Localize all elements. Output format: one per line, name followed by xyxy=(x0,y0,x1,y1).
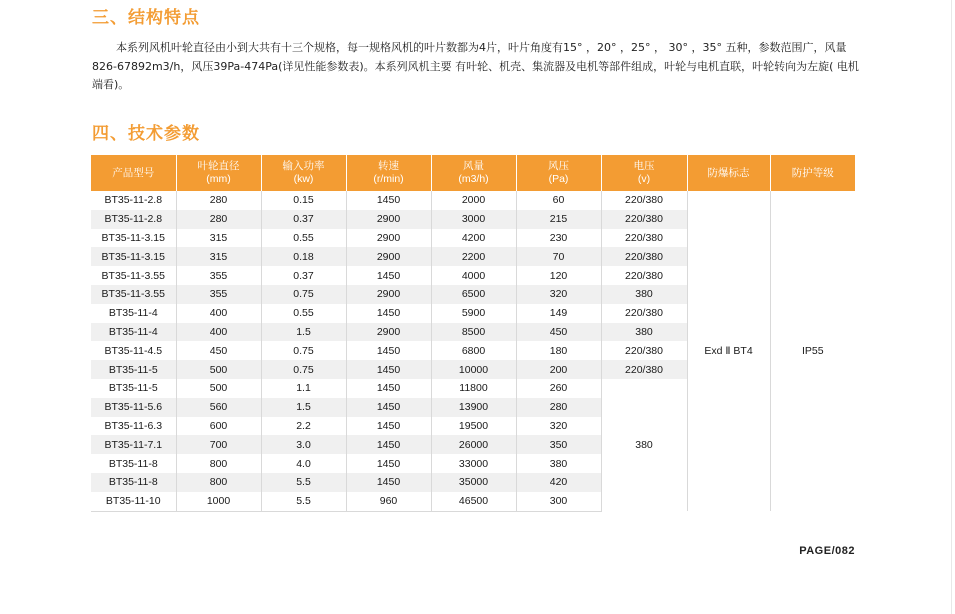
structure-paragraph xyxy=(92,39,862,95)
cell-model: BT35-11-8 xyxy=(91,454,176,473)
cell-model: BT35-11-3.15 xyxy=(91,229,176,248)
header-input-power: 输入功率 (kw) xyxy=(261,155,346,191)
cell-model: BT35-11-5.6 xyxy=(91,398,176,417)
cell-diameter: 450 xyxy=(176,341,261,360)
cell-pressure: 60 xyxy=(516,191,601,210)
cell-voltage: 220/380 xyxy=(601,210,687,229)
cell-pressure: 420 xyxy=(516,473,601,492)
header-impeller-diameter: 叶轮直径 (mm) xyxy=(176,155,261,191)
cell-volume: 6500 xyxy=(431,285,516,304)
cell-voltage: 220/380 xyxy=(625,269,663,282)
cell-diameter: 600 xyxy=(176,417,261,436)
cell-speed: 1450 xyxy=(346,379,431,398)
cell-power: 0.37 xyxy=(261,266,346,285)
cell-model: BT35-11-5 xyxy=(91,379,176,398)
cell-volume: 6800 xyxy=(431,341,516,360)
cell-diameter: 400 xyxy=(176,304,261,323)
cell-pressure: 320 xyxy=(549,419,568,432)
section-3-heading: 三、结构特点 xyxy=(92,8,200,28)
cell-pressure: 280 xyxy=(516,398,601,417)
cell-power: 0.37 xyxy=(261,210,346,229)
cell-volume: 3000 xyxy=(431,210,516,229)
cell-voltage: 220/380 xyxy=(601,191,687,210)
cell-diameter: 700 xyxy=(176,435,261,454)
header-model: 产品型号 xyxy=(91,155,176,191)
cell-power: 0.55 xyxy=(261,229,346,248)
cell-voltage: 220/380 xyxy=(625,307,663,320)
cell-volume: 33000 xyxy=(431,454,516,473)
cell-model: BT35-11-2.8 xyxy=(91,210,176,229)
cell-power: 0.75 xyxy=(261,285,346,304)
cell-diameter: 500 xyxy=(176,360,261,379)
cell-pressure: 450 xyxy=(516,323,601,342)
cell-volume: 13900 xyxy=(431,398,516,417)
header-protection-level: 防护等级 xyxy=(770,155,855,191)
cell-diameter: 280 xyxy=(176,191,261,210)
header-speed: 转速 (r/min) xyxy=(346,155,431,191)
cell-model: BT35-11-4 xyxy=(91,304,176,323)
cell-power: 5.5 xyxy=(261,492,346,511)
cell-speed: 1450 xyxy=(346,398,431,417)
cell-pressure: 300 xyxy=(516,492,601,511)
cell-speed: 2900 xyxy=(346,285,431,304)
cell-speed: 1450 xyxy=(346,341,431,360)
cell-voltage: 220/380 xyxy=(601,360,687,379)
cell-volume: 26000 xyxy=(431,435,516,454)
cell-volume: 4000 xyxy=(431,266,516,285)
header-air-volume: 风量 (m3/h) xyxy=(431,155,516,191)
cell-voltage: 380 xyxy=(601,323,687,342)
cell-volume: 35000 xyxy=(431,473,516,492)
cell-model: BT35-11-2.8 xyxy=(91,191,176,210)
cell-speed: 1450 xyxy=(346,454,431,473)
cell-volume: 46500 xyxy=(431,492,516,511)
cell-pressure: 200 xyxy=(516,360,601,379)
cell-model: BT35-11-4.5 xyxy=(91,341,176,360)
cell-speed: 1450 xyxy=(346,191,431,210)
cell-model: BT35-11-5 xyxy=(91,360,176,379)
cell-pressure: 260 xyxy=(516,379,601,398)
table-row xyxy=(91,191,855,210)
cell-power: 3.0 xyxy=(261,435,346,454)
cell-model: BT35-11-10 xyxy=(91,492,176,511)
cell-model: BT35-11-3.55 xyxy=(91,266,176,285)
cell-volume: 5900 xyxy=(431,304,516,323)
cell-power: 0.15 xyxy=(261,191,346,210)
cell-speed: 2900 xyxy=(346,210,431,229)
cell-pressure: 120 xyxy=(516,266,601,285)
cell-voltage-merged: 380 xyxy=(601,379,687,511)
cell-diameter: 355 xyxy=(176,285,261,304)
cell-power: 0.75 xyxy=(261,360,346,379)
cell-model: BT35-11-3.55 xyxy=(91,285,176,304)
cell-pressure: 180 xyxy=(516,341,601,360)
cell-diameter: 315 xyxy=(176,247,261,266)
cell-speed: 2900 xyxy=(346,229,431,248)
cell-protection-level: IP55 xyxy=(770,191,855,511)
table-header-row xyxy=(91,155,855,191)
technical-parameters-table xyxy=(91,155,855,512)
cell-volume: 8500 xyxy=(431,323,516,342)
page-number: PAGE/082 xyxy=(799,545,855,557)
cell-volume: 10000 xyxy=(431,360,516,379)
cell-voltage: 380 xyxy=(601,285,687,304)
cell-diameter: 800 xyxy=(176,454,261,473)
cell-pressure: 320 xyxy=(516,285,601,304)
header-air-pressure: 风压 (Pa) xyxy=(516,155,601,191)
cell-volume: 11800 xyxy=(431,379,516,398)
cell-pressure: 230 xyxy=(516,229,601,248)
cell-model: BT35-11-3.15 xyxy=(91,247,176,266)
section-4-heading: 四、技术参数 xyxy=(92,124,200,144)
cell-diameter: 1000 xyxy=(176,492,261,511)
cell-power: 0.55 xyxy=(261,304,346,323)
cell-speed: 1450 xyxy=(346,435,431,454)
cell-speed: 1450 xyxy=(346,266,431,285)
header-explosion-mark: 防爆标志 xyxy=(687,155,770,191)
cell-speed: 1450 xyxy=(346,360,431,379)
cell-power: 5.5 xyxy=(261,473,346,492)
cell-model: BT35-11-8 xyxy=(91,473,176,492)
cell-power: 0.75 xyxy=(261,341,346,360)
cell-power: 4.0 xyxy=(261,454,346,473)
cell-power: 1.1 xyxy=(261,379,346,398)
cell-model: BT35-11-7.1 xyxy=(91,435,176,454)
cell-volume: 4200 xyxy=(431,229,516,248)
cell-diameter: 280 xyxy=(176,210,261,229)
cell-voltage: 220/380 xyxy=(625,344,663,357)
cell-voltage: 220/380 xyxy=(601,247,687,266)
cell-diameter: 500 xyxy=(176,379,261,398)
cell-speed: 1450 xyxy=(346,417,431,436)
cell-pressure: 350 xyxy=(516,435,601,454)
cell-power: 1.5 xyxy=(261,398,346,417)
cell-pressure: 70 xyxy=(516,247,601,266)
cell-speed: 1450 xyxy=(346,473,431,492)
cell-volume: 2200 xyxy=(431,247,516,266)
cell-pressure: 149 xyxy=(516,304,601,323)
cell-pressure: 380 xyxy=(549,457,568,470)
cell-diameter: 560 xyxy=(176,398,261,417)
cell-volume: 2000 xyxy=(431,191,516,210)
page-edge-rule xyxy=(951,0,952,614)
cell-voltage: 220/380 xyxy=(625,231,663,244)
cell-volume: 19500 xyxy=(431,417,516,436)
cell-speed: 2900 xyxy=(346,247,431,266)
cell-diameter: 355 xyxy=(176,266,261,285)
cell-power: 2.2 xyxy=(261,417,346,436)
cell-speed: 1450 xyxy=(346,304,431,323)
cell-power: 1.5 xyxy=(261,323,346,342)
structure-paragraph-text: 本系列风机叶轮直径由小到大共有十三个规格，每一规格风机的叶片数都为4片，叶片角度有15° ，20° ，25° ， 30° ，35° 五种，参数范围广，风量826-67892m3/h，风压39Pa-474Pa(详见性能参数表)。本系列风机主要 有叶轮、机壳、集流器及电机等部件组成，叶轮与电机直联，叶轮转向为左旋( 电机端看)。 xyxy=(92,41,859,91)
cell-speed: 960 xyxy=(346,492,431,511)
table-body xyxy=(91,191,855,511)
cell-model: BT35-11-6.3 xyxy=(91,417,176,436)
cell-diameter: 400 xyxy=(176,323,261,342)
cell-pressure: 215 xyxy=(516,210,601,229)
cell-diameter: 800 xyxy=(176,473,261,492)
cell-power: 0.18 xyxy=(261,247,346,266)
cell-explosion-mark: Exd Ⅱ BT4 xyxy=(687,191,770,511)
header-voltage: 电压 (v) xyxy=(601,155,687,191)
cell-diameter: 315 xyxy=(176,229,261,248)
cell-model: BT35-11-4 xyxy=(91,323,176,342)
cell-speed: 2900 xyxy=(346,323,431,342)
